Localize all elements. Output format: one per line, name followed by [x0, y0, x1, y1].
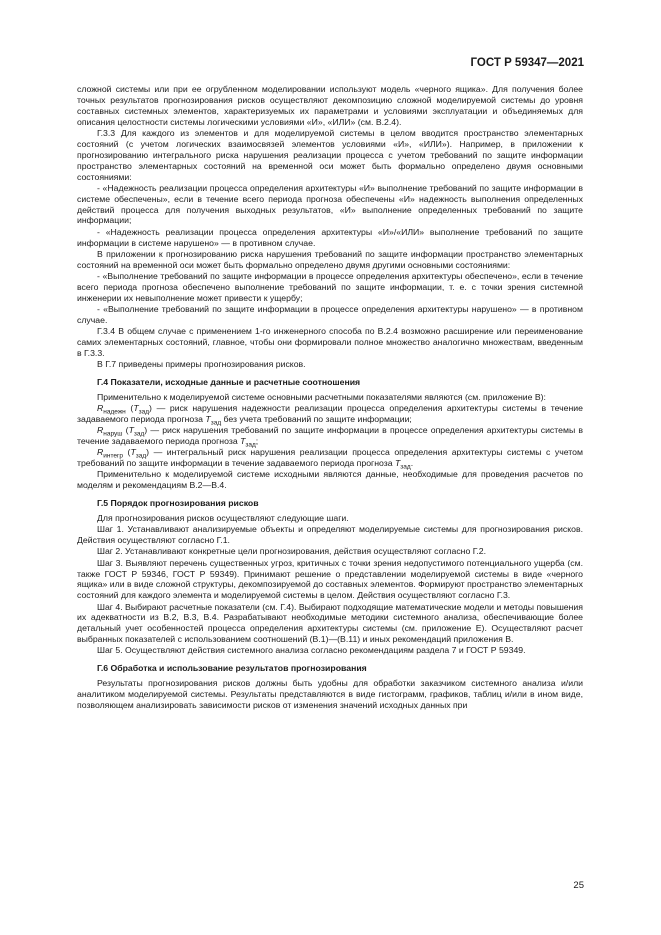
t-symbol: T	[130, 447, 136, 458]
step-1: Шаг 1. Устанавливают анализируемые объекты и определяют моделируемые системы для прогнозирования рисков. Действия осуществляют согласно Г.1.	[77, 524, 583, 546]
paragraph: Для прогнозирования рисков осуществляют следующие шаги.	[97, 513, 349, 524]
page-number: 25	[573, 880, 584, 891]
step-2: Шаг 2. Устанавливают конкретные цели прогнозирования, действия осуществляют согласно Г.2.	[97, 546, 487, 557]
r-symbol: R	[97, 425, 104, 436]
list-item: - «Выполнение требований по защите информации в процессе определения архитектуры обеспечено», если в течение всего периода прогноза обеспечено выполнение требований по защите информации, т. е. с точки зрения системной инженерии их невыполнение может привести к ущербу;	[77, 270, 583, 303]
standard-number: ГОСТ Р 59347—2021	[470, 57, 584, 69]
t-subscript: зад	[400, 463, 411, 471]
section-heading-g4: Г.4 Показатели, исходные данные и расчетные соотношения	[97, 376, 361, 387]
formula-text: — риск нарушения надежности реализации процесса определения архитектуры системы в течение задаваемого периода прогноза	[77, 403, 583, 424]
formula-text: — интегральный риск нарушения реализации процесса определения архитектуры системы с учетом требований по защите информации в течение задаваемого периода прогноза	[77, 447, 583, 469]
t-subscript: зад	[210, 419, 222, 427]
r-subscript: надежн	[103, 408, 126, 416]
t-subscript: зад	[138, 408, 150, 416]
t-symbol: T	[128, 425, 134, 436]
paragraph: В Г.7 приведены примеры прогнозирования рисков.	[97, 359, 306, 370]
t-subscript: зад	[135, 453, 147, 460]
t-symbol: T	[205, 413, 211, 424]
r-subscript: интегр	[103, 453, 124, 460]
formula-text: ;	[255, 436, 259, 447]
step-3: Шаг 3. Выявляют перечень существенных угроз, критичных с точки зрения недопустимого потенциального ущерба (см. также ГОСТ Р 59346, ГОСТ Р 59349). Принимают решение о представлении моделируемой системы в виде «черного ящика» или в виде сложной структуры, декомпозируемой до составных элементов. Формируют пространство элементарных состояний для каждого элемента и моделируемой системы в целом. Действия осуществляют согласно Г.3.	[77, 557, 583, 601]
step-4: Шаг 4. Выбирают расчетные показатели (см. Г.4). Выбирают подходящие математические модели и методы повышения их адекватности из В.2, В.3, В.4. Разрабатывают необходимые методики системного анализа, обеспечивающие более детальный учет особенностей процесса определения архитектуры системы (см. приложение Е). Осуществляют расчет выбранных показателей с использованием соотношений (В.1)—(В.11) и иных рекомендаций приложения В.	[77, 601, 583, 645]
paragraph: сложной системы или при ее огрубленном моделировании используют модель «черного ящика». Для получения более точных результатов прогнозирования рисков осуществляют декомпозицию сложной моделируемой системы до уровня составных системных элементов, характеризуемых их параметрами и условиями эксплуатации и объединяемых для описания целостности системы логическими условиями «И», «ИЛИ» (см. В.2.4).	[77, 84, 583, 127]
page-body	[77, 84, 583, 711]
formula-text: без учета требований по защите информации;	[221, 413, 412, 424]
paragraph: Результаты прогнозирования рисков должны быть удобны для обработки заказчиком системного анализа и/или аналитиком моделируемой системы. Результаты представляются в виде гистограмм, графиков, таблиц и/или в ином виде, позволяющем анализировать зависимости рисков от изменения значений исходных данных при	[77, 678, 583, 711]
formula-text: .	[410, 458, 414, 469]
formula-text: — риск нарушения требований по защите информации в процессе определения архитектуры системы в течение задаваемого периода прогноза	[77, 425, 583, 447]
section-heading-g5: Г.5 Порядок прогнозирования рисков	[97, 498, 259, 509]
formula-risk-reliability: $R_{надежн}$ $(T_{зад})$ — риск нарушения надежности реализации процесса определения архитектуры системы в течение задаваемого периода прогноза $T_{зад}$ без учета требований по защите информации;	[77, 403, 583, 427]
t-symbol: T	[240, 436, 246, 447]
t-subscript: зад	[245, 441, 256, 449]
r-symbol: R	[97, 403, 104, 414]
r-symbol: R	[97, 447, 104, 458]
formula-risk-integral: $R_{интегр}$ $(T_{зад})$ — интегральный риск нарушения реализации процесса определения архитектуры системы с учетом требований по защите информации в течение задаваемого периода прогноза $T_{зад}$.	[77, 447, 583, 471]
list-item: - «Надежность реализации процесса определения архитектуры «И» выполнение требований по защите информации в системе обеспечены», если в течение всего периода прогноза обеспечены «И» надежность выполнения определенных действий процесса для получения выходных результатов, «И» выполнение определенных требований по защите информации;	[77, 182, 583, 226]
paragraph: Применительно к моделируемой системе исходными являются данные, необходимые для проведения расчетов по моделям и рекомендациям В.2—В.4.	[77, 469, 583, 491]
step-5: Шаг 5. Осуществляют действия системного анализа согласно рекомендациям раздела 7 и ГОСТ Р 59349.	[97, 645, 526, 656]
paragraph-g34: Г.3.4 В общем случае с применением 1-го инженерного способа по В.2.4 возможно расширение или переименование самих элементарных состояний, главное, чтобы они формировали полное множество аналогично множествам, введенным в Г.3.3.	[77, 326, 583, 358]
t-symbol: T	[133, 403, 139, 414]
list-item: - «Выполнение требований по защите информации в процессе определения архитектуры нарушено» — в противном случае.	[77, 303, 583, 325]
t-subscript: зад	[133, 430, 145, 438]
formula-risk-violation: $R_{наруш}$ $(T_{зад})$ — риск нарушения требований по защите информации в процессе определения архитектуры системы в течение задаваемого периода прогноза $T_{зад}$;	[77, 425, 583, 449]
t-symbol: T	[394, 458, 401, 469]
paragraph-g33: Г.3.3 Для каждого из элементов и для моделируемой системы в целом вводится пространство элементарных состояний (с учетом логических взаимосвязей элементов условиями «И», «ИЛИ»). Например, в приложении к прогнозированию интегрального риска нарушения реализации процесса с учетом требований по защите информации пространство элементарных состояний на временной оси может быть формально определено двумя основными состояниями:	[77, 127, 583, 182]
paragraph: В приложении к прогнозированию риска нарушения требований по защите информации пространство элементарных состояний на временной оси может быть формально определено двумя другими основными состояниями:	[77, 248, 583, 270]
section-heading-g6: Г.6 Обработка и использование результатов прогнозирования	[97, 663, 367, 674]
r-subscript: наруш	[103, 430, 123, 438]
list-item: - «Надежность реализации процесса определения архитектуры «И»/«ИЛИ» выполнение требований по защите информации в системе нарушено» — в противном случае.	[77, 226, 583, 248]
paragraph: Применительно к моделируемой системе основными расчетными показателями являются (см. приложение В):	[97, 391, 546, 402]
